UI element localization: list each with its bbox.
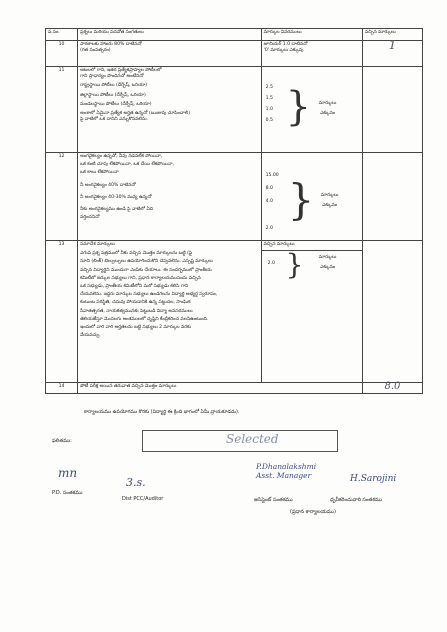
row-marks (362, 67, 422, 153)
pd-label: P.D. సంతకము (52, 490, 83, 496)
header-details: మార్కుల వివరములు (261, 29, 362, 41)
row-number: 11 (46, 67, 78, 153)
row-details: జూనియర్ 1.0 దాటినచో '0' మార్కులు ఎక్కువు (261, 41, 362, 67)
result-value: Selected (226, 432, 279, 446)
table-row (46, 67, 423, 153)
total-marks: 8.0 (384, 381, 401, 392)
row-details (261, 67, 362, 153)
values-list: 2.5 1.5 1.0 0.5 (265, 85, 273, 123)
row-number: 10 (46, 41, 78, 67)
asst-label: అసిస్టెంట్ సంతకము (254, 497, 293, 503)
table-row (46, 41, 423, 67)
director-label: ధృవీకరించువారి సంతకము (330, 497, 382, 503)
row-marks (362, 38, 422, 67)
row-number: 13 (46, 241, 78, 383)
table-row (46, 383, 423, 394)
row-criteria: ఆటలలో గాని, ఇతర ప్రత్యేకప్రాప్యాల పోటీలలో గాని ప్రాధాన్యం పొందినచో అంటేనిచో రాష్ట్రస్థాయి పోటీలు (దేర్బేష్, ఒరియా) జిల్లాస్థాయి పోటీలు (దేర్బేష్, ఒరియా) మండలస్థాయి పోటీలు (దేర్బేష్, ఒరియా) అంశాలో ఏమైనా ప్రత్యేక అర్హత ఉన్నచో (ఋజువు చూపించాలి) పై వాటిలో ఒక దానిని ఎన్నుకొనవలెను. (78, 67, 261, 153)
marks-value: 1 (388, 38, 397, 52)
row-number: 14 (46, 383, 78, 394)
office-label: (ప్రధాన కార్యాలయము) (290, 509, 336, 515)
details-subheader: వచ్చిన మార్కులు (262, 241, 362, 251)
row-details (261, 241, 362, 383)
row-details (261, 153, 362, 241)
brace-label: మార్కులు ఎక్కువం (320, 193, 339, 208)
evaluation-table (45, 28, 423, 394)
office-use-note: కార్యాలయము ఉపయోగము కొరకు (విద్యార్థి ఈ క్రింది భాగంలో ఏమీ వ్రాయకూడదు). (84, 410, 240, 415)
brace-label: మార్కులు ఎక్కువం (318, 255, 337, 270)
row-marks (362, 241, 422, 383)
director-signature: H.Sarojini (350, 474, 397, 484)
brace-icon: } (287, 175, 315, 224)
asst-signature: P.Dhanalakshmi Asst. Manager (256, 462, 317, 480)
brace-label: మార్కులు ఎక్కువం (318, 101, 337, 116)
header-criteria: ప్రశ్నలు మరియు పదవోత సంగతులు (78, 29, 261, 41)
table-header (46, 29, 423, 41)
row-criteria: సమాచేశ మార్కులు ఎగువ ప్రశ్న పత్రములో నీకు వచ్చిన మొత్తం మార్కులను బట్టి (ఫై సూచి (లింక్) బెల్పుల్పులు ఉపయోగించుకొని చెప్పవలెను. ఎస్పష్ట మార్కులు వచ్చిన విద్యార్థిని ముందుగా ఎంపికు చేయాలు. ఈ సందర్భములో ప్రాంతీయ కమిటీలో జర్కుల సభ్యులు గాని, ప్రధాన కార్యాలయముసందు వచ్చిన ఒక సభ్యుడు, ప్రాంతీయ కమిటీలోని మరో సభ్యుడు కలిసి గాని చేయవలెను. ఇద్దరు మార్కుల సభ్యులు ఉండగలను విద్యార్థి అభ్యర్ధ స్వరూపం, కుటుంబ పరిస్థితి, చదువు పోయడానికి ఉన్న పట్టుదల, సాంఘిక సేవాతత్పరత, నాయకత్వమునకు పెట్టుబడి విద్యా అవసరములు తెలియజేస్తూ మొదలగు అంశములలో దృష్టిని కేంద్రీకరించ వలసిఉంటుంది. ఇందులో వారి వారి అర్హతలను బట్టి సభ్యులు 2 మార్కుల వరకు వేయవచ్చు. (78, 241, 261, 383)
header-marks: వచ్చిన మార్కులు (362, 29, 422, 41)
row-criteria: పోటీ పరీక్ష అయిన తరువాత వచ్చిన మొత్తం మార్కులు (78, 383, 363, 394)
row-marks (362, 153, 422, 241)
table-row (46, 153, 423, 241)
row-marks (362, 383, 422, 394)
values-list: 2.0 (267, 261, 275, 266)
row-number: 12 (46, 153, 78, 241)
table-row (46, 241, 423, 383)
result-label: ఫలితము: (52, 438, 72, 444)
brace-icon: } (285, 248, 304, 281)
row-criteria: అంగవైకల్యం ఉన్నచో, నీవు నడవలేక పోయినా, ఒక కంటి చూపు లేకపోయినా, ఒక చేయి లేకపోయినా, ఒక కాలు లేకపోయినా నీ అంగవైకల్యం 40% దాటినచో నీ అంగవైకల్యం 40-30% మధ్య ఉన్నచో నీకు అంగవైకల్యము ఉండి పై వాటిలో ఏది వర్తించనిచో (78, 153, 261, 241)
row-criteria: పాఠశాలకు హాజరు 80% దాటినచో (గత సంవత్సరం) (78, 41, 261, 67)
auditor-label: Dist PCC/Auditor (122, 496, 164, 502)
header-no: వ.సం. (46, 29, 78, 41)
values-list: 15.00 8.0 4.0 2.0 (265, 173, 279, 231)
brace-icon: } (285, 84, 312, 130)
pd-signature: mn (58, 466, 78, 480)
auditor-signature: 3.s. (126, 476, 146, 489)
